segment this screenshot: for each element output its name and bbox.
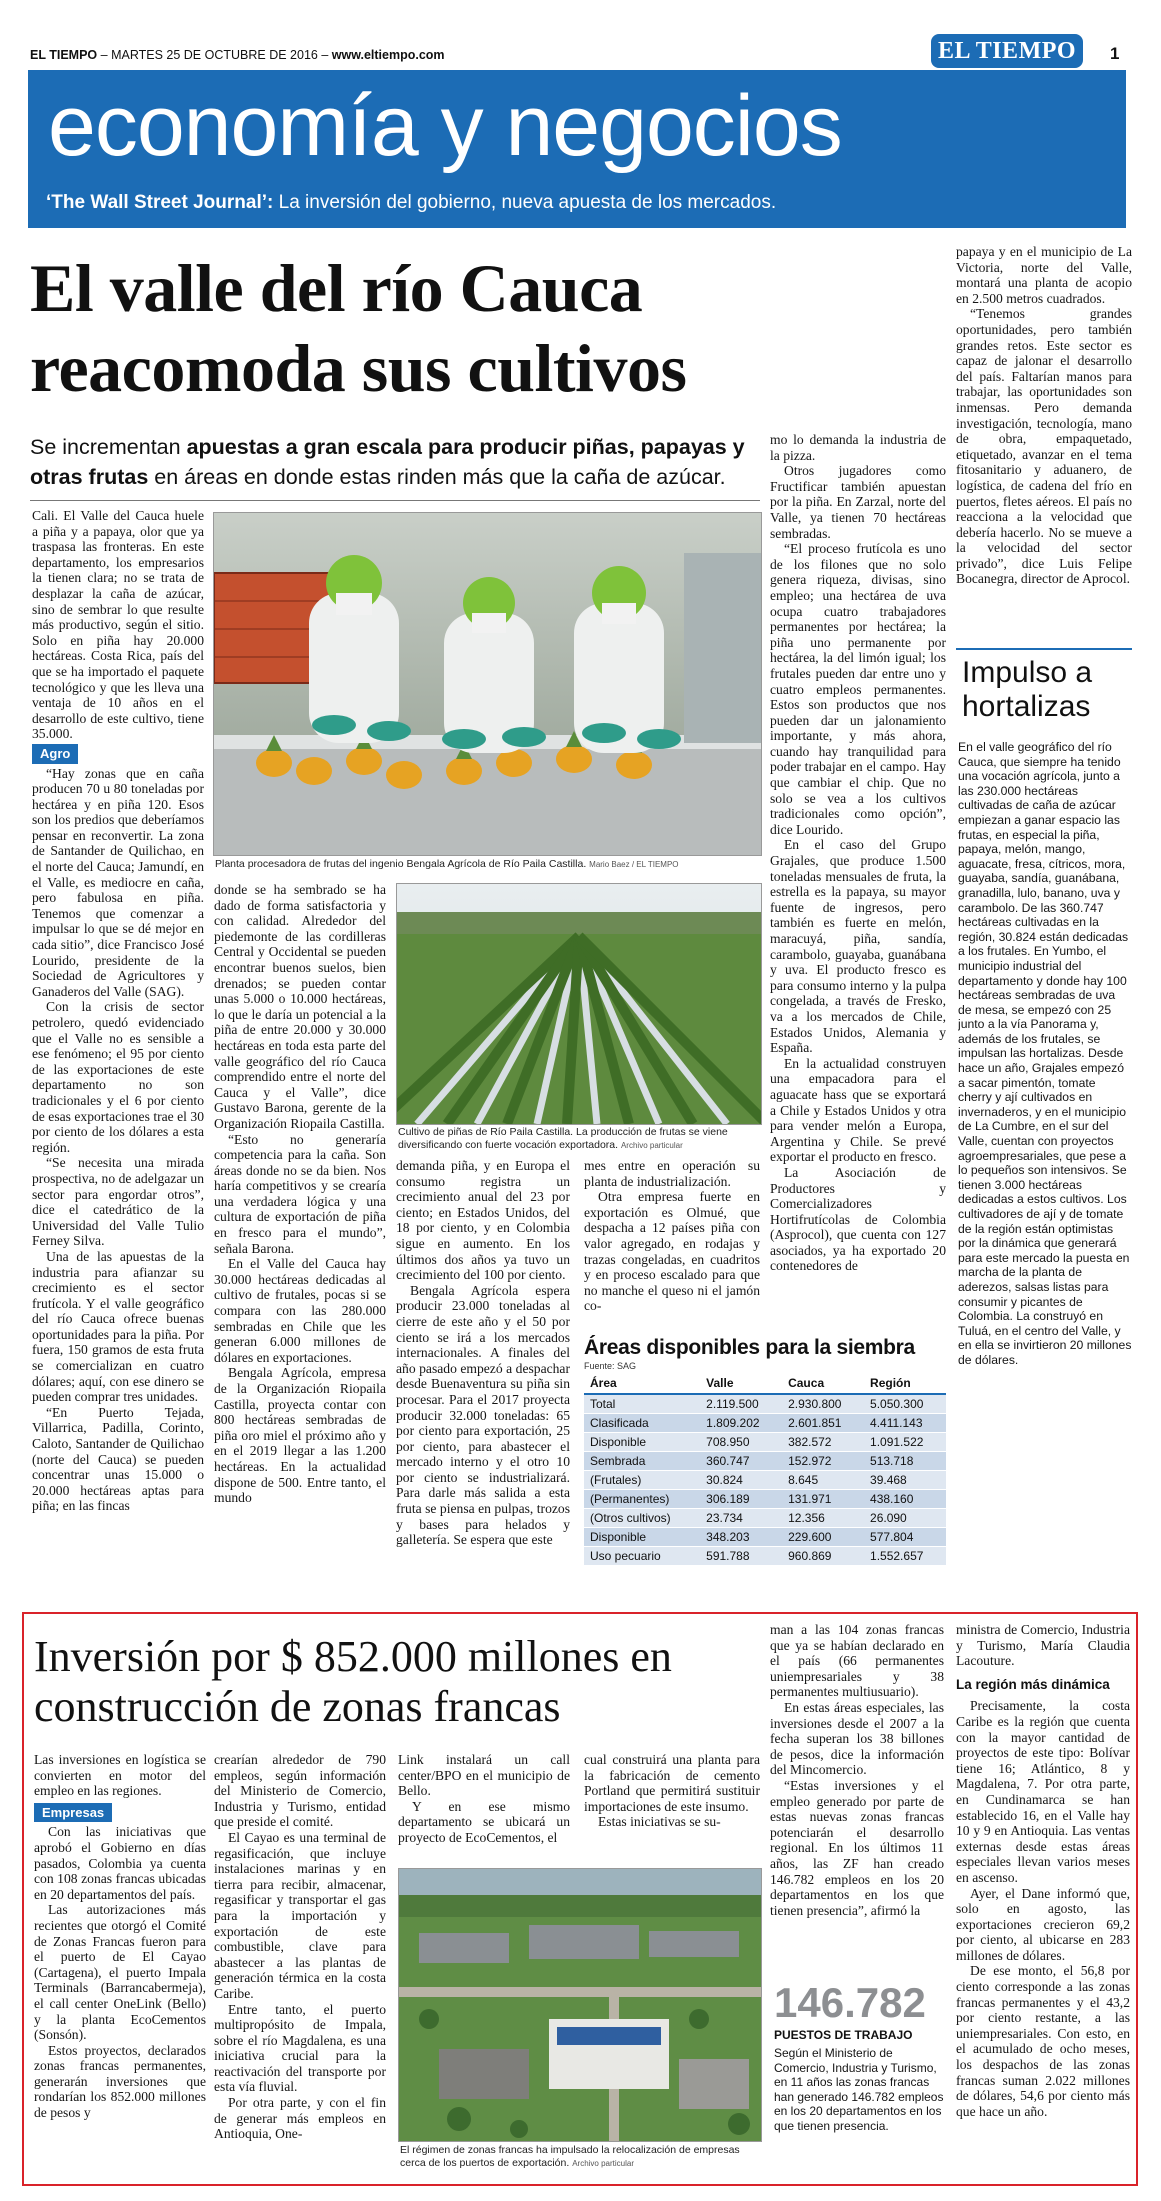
table-cell: 513.718	[864, 1452, 946, 1471]
table-cell: Sembrada	[584, 1452, 700, 1471]
table-cell: Uso pecuario	[584, 1547, 700, 1566]
bottom-photo-credit: Archivo particular	[572, 2159, 635, 2168]
lead-col4-p2: Otra empresa fuerte en exportación es Olmué, que despacha a 12 países piña con valor agregado, en rodajas y trazas congeladas, en cuadritos y en proceso escalado para que no manche el queso ni el jamón co-	[584, 1189, 760, 1314]
table-row	[584, 1452, 946, 1471]
bottom-photo-caption-line	[400, 2144, 760, 2170]
photo1-credit: Mario Baez / EL TIEMPO	[589, 860, 679, 869]
table-header: Región	[864, 1373, 946, 1394]
table-row	[584, 1528, 946, 1547]
masthead-date: MARTES 25 DE OCTUBRE DE 2016	[111, 48, 318, 62]
bottom-col6-p1: Precisamente, la costa Caribe es la región que cuenta con la mayor cantidad de proyectos de este tipo: Bolívar tiene 16; Atlántico, 8 y Magdalena, 7. Por otra parte, en Cundinamarca se han establecido 16, en el Valle hay 10 y 9 en Antioquia. Las ventas externas desde estas áreas especiales llevan varios meses en ascenso.	[956, 1698, 1130, 1885]
bottom-col1	[34, 1752, 206, 2172]
lead-col2	[214, 882, 386, 1558]
bottom-col1-p4: Estos proyectos, declarados zonas francas permanentes, generarán inversiones que rondarían los 852.000 millones de pesos y	[34, 2042, 206, 2121]
lead-col3	[396, 1158, 570, 1558]
bottom-col4-p2: Estas iniciativas se su-	[598, 1814, 721, 1830]
lead-deck-part2: en áreas en donde estas rinden más que la caña de azúcar.	[148, 465, 726, 489]
section-banner	[28, 70, 1126, 228]
bottom-col5-p3: “Estas inversiones y el empleo generado por parte de estas nuevas zonas francas potenciarán el desarrollo regional. En los últimos 11 años, las ZF han creado 146.782 empleos en los 20 departamentos en los que tienen presencia”, afirmó la	[770, 1777, 944, 1918]
bottom-col6-p3: De ese monto, el 56,8 por ciento corresponde a las zonas francas permanentes y el 43,2 por ciento restante, a las uniempresariales. Con esto, en el acumulado de ocho meses, los despachos de las zonas francas suman 2.022 millones de dólares, 54,6 por ciento más que hace un año.	[956, 1963, 1130, 2119]
table-header-row	[584, 1373, 946, 1394]
section-subtitle-bold: ‘The Wall Street Journal’:	[46, 192, 274, 213]
bottom-col3-p1: Link instalará un call center/BPO en el municipio de Bello.	[398, 1752, 570, 1799]
bottom-col2-p3: Entre tanto, el puerto multipropósito de Impala, sobre el río Magdalena, es una iniciativa crucial para la reactivación del transporte por esta vía fluvial.	[214, 2001, 386, 2095]
pineapple-field-illustration	[397, 884, 761, 1124]
lead-col1-p4: “Se necesita una mirada prospectiva, no de adelgazar un sector para engordar otros”, dice el catedrático de la Universidad del Valle Tulio Ferney Silva.	[32, 1155, 204, 1249]
lead-col1-p6: “En Puerto Tejada, Villarrica, Padilla, Corinto, Caloto, Santander de Quilichao (norte del Cauca) se pueden concentrar unas 15.000 o 20.000 hectáreas aptas para piña; en las fincas	[32, 1404, 204, 1514]
table-row	[584, 1394, 946, 1414]
bottom-col4	[584, 1752, 760, 1862]
table-cell: Disponible	[584, 1528, 700, 1547]
bottom-col2-p1: crearían alrededor de 790 empleos, según información del Ministerio de Comercio, Industria y Turismo, entidad que preside el comité.	[214, 1752, 386, 1830]
table-cell: 960.869	[782, 1547, 864, 1566]
lead-col6-p1: papaya y en el municipio de La Victoria, norte del Valle, montará una planta de acopio en 2.500 metros cuadrados.	[956, 244, 1132, 306]
deck-divider	[30, 500, 760, 501]
bottom-col1-p1: Las inversiones en logística se convierten en motor del empleo en las regiones.	[34, 1752, 206, 1799]
bottom-col5-p1: man a las 104 zonas francas que ya se habían declarado en el país (66 permanentes uniempresariales y 38 permanentes multiusuario).	[770, 1622, 944, 1700]
table-source: Fuente: SAG	[584, 1361, 637, 1371]
bottom-col3-p2: Y en ese mismo departamento se ubicará un proyecto de EcoCementos, el	[398, 1798, 570, 1845]
lead-deck-part1: Se incrementan	[30, 435, 187, 459]
bottom-col1-p3: Las autorizaciones más recientes que otorgó el Comité de Zonas Francas fueron para el puerto de El Cayao (Cartagena), el puerto Impala Terminals (Barrancabermeja), el call center OneLink (Bello) y la planta EcoCementos (Sonsón).	[34, 1902, 206, 2043]
table-cell: (Permanentes)	[584, 1490, 700, 1509]
bottom-col6	[956, 1622, 1130, 2174]
bottom-col5	[770, 1622, 944, 1978]
table-row	[584, 1509, 946, 1528]
kicker-empresas	[34, 1803, 206, 1823]
photo-processing-plant	[213, 512, 762, 856]
bottom-col3	[398, 1752, 570, 1862]
lead-col3-p2: Bengala Agrícola espera producir 23.000 toneladas al cierre de este año y el 50 por ciento se irá a los mercados internacionales. A finales del año pasado empezó a despachar desde Buenaventura su piña sin procesar. Para el 2017 proyecta producir 32.000 toneladas: 65 por ciento para exportación, 25 por ciento, para abastecer el mercado interno y el otro 10 por ciento se industrializará. Para darle más salida a esta fruta se piensa en pulpas, trozos y bases para helados y galletería. Se espera que este	[396, 1282, 570, 1548]
photo2-credit: Archivo particular	[620, 1141, 683, 1150]
lead-col1-p2: “Hay zonas que en caña producen 70 u 80 toneladas por hectárea y en piña 120. Esos son los predios que deberíamos pensar en reconvertir. La zona de Santander de Quilichao, en el norte del Cauca; Jamundí, en el Valle, es mediocre en caña, pero fabulosa en piña. Tenemos que comenzar a impulsar lo que se dé mejor en cada sitio”, dice Francisco José Lourido, presidente de la Sociedad de Agricultores y Ganaderos del Valle (SAG).	[32, 765, 204, 999]
table-cell: 23.734	[700, 1509, 782, 1528]
table-cell: 438.160	[864, 1490, 946, 1509]
bottom-col6-p2: Ayer, el Dane informó que, solo en agosto, las exportaciones crecieron 69,2 por ciento, al ubicarse en 283 millones de dólares.	[956, 1885, 1130, 1963]
kicker-empresas-label: Empresas	[34, 1803, 112, 1823]
table-cell: Disponible	[584, 1433, 700, 1452]
table-cell: 2.930.800	[782, 1394, 864, 1414]
bottom-col1-p2: Con las iniciativas que aprobó el Gobierno en días pasados, Colombia ya cuenta con 108 zonas francas ubicadas en 20 departamentos del país.	[34, 1824, 206, 1902]
sidebar-text: En el valle geográfico del río Cauca, que siempre ha tenido una vocación agrícola, junto a las 230.000 hectáreas cultivadas de caña de azúcar empiezan a ganar espacio las frutas, en especial la piña, papaya, melón, mango, aguacate, fresa, cítricos, mora, guayaba, sandía, guanábana, granadilla, lulo, banano, uva y carambolo. De las 360.747 hectáreas cultivadas en la región, 30.824 están dedicadas a los frutales. En Yumbo, el municipio industrial del departamento y donde hay 100 hectáreas sembradas de uva de mesa, se empezó con 25 junto a la vía Panorama y, además de los frutales, se impulsan las hortalizas. Desde hace un año, Grajales empezó a sacar pimentón, tomate cherry y ají cultivados en invernaderos, y en el municipio de La Cumbre, en el sur del Valle, cuentan con proyectos agroempresariales, que pese a lo pequeños son intensivos. Se tienen 3.000 hectáreas dedicadas a estos cultivos. Los cultivadores de ají y de tomate de la región están optimistas por la dinámica que generará para este mercado la puesta en marcha de la planta de aderezos, salsas listas para consumir y picantes de Colombia. La construyó en Tuluá, en el centro del Valle, y en ella se invirtieron 20 millones de dólares.	[958, 740, 1132, 1367]
lead-col5-p2: Otros jugadores como Fructificar también apuestan por la piña. En Zarzal, norte del Valle, ya tienen 70 hectáreas sembradas.	[770, 463, 946, 541]
stat-label: PUESTOS DE TRABAJO	[774, 2028, 913, 2042]
stat-text: Según el Ministerio de Comercio, Industria y Turismo, en 11 años las zonas francas han generado 146.782 empleos en los 20 departamentos en los que tienen presencia.	[774, 2046, 944, 2133]
table-cell: 8.645	[782, 1471, 864, 1490]
table-cell: 577.804	[864, 1528, 946, 1547]
lead-col2-p1: donde se ha sembrado se ha dado de forma satisfactoria y con calidad. Alrededor del piedemonte de las cordilleras Central y Occidental se pueden encontrar buenos suelos, bien drenados; se pueden contar unas 5.000 o 10.000 hectáreas, lo que le daría un potencial a la piña de entre 20.000 y 30.000 hectáreas en toda esta parte del valle geográfico del río Cauca comprendido entre el norte del Cauca y el Valle”, dice Gustavo Barona, gerente de la Organización Riopaila Castilla.	[214, 882, 386, 1131]
table-cell: Total	[584, 1394, 700, 1414]
bottom-col2-p4: Por otra parte, y con el fin de generar más empleos en Antioquia, One-	[214, 2095, 386, 2142]
masthead-url: www.eltiempo.com	[331, 48, 445, 62]
table-header: Valle	[700, 1373, 782, 1394]
free-zone-aerial-illustration	[399, 1869, 761, 2141]
bottom-col5-p2: En estas áreas especiales, las inversiones desde el 2007 a la fecha superan los 38 billones de pesos, dice la información del Mincomercio.	[770, 1699, 944, 1778]
photo2-caption-line	[398, 1126, 760, 1152]
table-title: Áreas disponibles para la siembra	[584, 1336, 915, 1359]
processing-plant-illustration	[214, 513, 761, 855]
table-body	[584, 1394, 946, 1566]
table-cell: 2.601.851	[782, 1414, 864, 1433]
areas-table-box	[584, 1336, 946, 1572]
table-cell: 229.600	[782, 1528, 864, 1547]
lead-col1-p1-text: Cali. El Valle del Cauca huele a piña y a papaya, olor que ya traspasa las fronteras. En este departamento, los empresarios la tienen clara; no se trata de desplazar la caña de azúcar, sino de sembrar lo que resulte más productivo, según el sitio. Solo en piña hay 20.000 hectáreas. Costa Rica, país del que se ha importado el paquete tecnológico y que les lleva una ventaja de 10 años en el desarrollo de este cultivo, tiene 35.000.	[32, 508, 204, 742]
table-row	[584, 1490, 946, 1509]
table-cell: (Otros cultivos)	[584, 1509, 700, 1528]
lead-col5-p3: “El proceso frutícola es uno de los filones que no solo genera riqueza, divisas, sino empleo; una hectárea de uva ocupa cuatro trabajadores permanentes por hectárea; la piña uno permanente por hectárea, la del limón igual; los frutales pueden dar entre uno y cuatro empleos permanentes. Estos son productos que nos pueden dar un jalonamiento importante, y más ahora, cuando hay tranquilidad para poder trabajar en el campo. Hay que cambiar el chip. Que no solo se vea a los cultivos tradicionales como opción”, dice Lourido.	[770, 541, 946, 837]
lead-col2-p4: Bengala Agrícola, empresa de la Organización Riopaila Castilla, proyecta contar con 800 hectáreas sembradas de piña oro miel el próximo año y en el 2019 llegar a las 1.200 hectáreas. En la actualidad dispone de 500. Entre tanto, el mundo	[214, 1365, 386, 1506]
logo-text: EL TIEMPO	[937, 38, 1077, 64]
bottom-photo-caption: El régimen de zonas francas ha impulsado la relocalización de empresas cerca de los puertos de exportación.	[400, 2144, 740, 2169]
bottom-col2-p2: El Cayao es una terminal de regasificación, que incluye instalaciones marinas y en tierra para recibir, almacenar, regasificar y transportar el gas para la importación y exportación de este combustible, clave para abastecer a las plantas de generación térmica en la costa Caribe.	[214, 1829, 386, 2001]
masthead-line: EL TIEMPO – MARTES 25 DE OCTUBRE DE 2016 – www.eltiempo.com	[30, 48, 445, 62]
table-cell: 1.552.657	[864, 1547, 946, 1566]
page-number: 1	[1110, 44, 1120, 63]
photo-free-zone-aerial	[398, 1868, 762, 2142]
sidebar-title: Impulso a hortalizas	[962, 656, 1093, 723]
section-title: economía y negocios	[48, 78, 842, 174]
bottom-col2	[214, 1752, 386, 2172]
table-row	[584, 1547, 946, 1566]
table-row	[584, 1471, 946, 1490]
table-cell: 5.050.300	[864, 1394, 946, 1414]
table-cell: 30.824	[700, 1471, 782, 1490]
bottom-headline: Inversión por $ 852.000 millones en construcción de zonas francas	[34, 1632, 672, 1731]
table-cell: 591.788	[700, 1547, 782, 1566]
table-cell: 39.468	[864, 1471, 946, 1490]
table-cell: 12.356	[782, 1509, 864, 1528]
lead-col4	[584, 1158, 760, 1328]
lead-headline: El valle del río Cauca reacomoda sus cultivos	[30, 250, 687, 406]
bottom-col4-p1: cual construirá una planta para la fabricación de cemento Portland que permitirá sustituir importaciones de este insumo.	[584, 1752, 760, 1814]
lead-col1-p1	[32, 508, 204, 742]
photo2-caption: Cultivo de piñas de Río Paila Castilla. La producción de frutas se viene diversificando con fuerte vocación exportadora.	[398, 1126, 728, 1151]
stat-box	[774, 1980, 944, 2170]
table-cell: 382.572	[782, 1433, 864, 1452]
bottom-col6-subhead: La región más dinámica	[956, 1676, 1110, 1692]
kicker-agro-label: Agro	[32, 744, 78, 764]
table-header: Área	[584, 1373, 700, 1394]
table-cell: 131.971	[782, 1490, 864, 1509]
lead-col1-p5: Una de las apuestas de la industria para afianzar su crecimiento es el sector frutícola. Y el valle geográfico del río Cauca ofrece buenas oportunidades para la piña. Por fuera, 150 gramos de esta fruta se comercializan en cuatro dólares; aquí, con ese dinero se pueden comprar tres unidades.	[32, 1248, 204, 1405]
table-cell: (Frutales)	[584, 1471, 700, 1490]
lead-col1-p3: Con la crisis de sector petrolero, quedó evidenciado que el Valle no es sensible a ese fenómeno; el 95 por ciento de las exportaciones de este departamento no son tradicionales y el 6 por ciento de esas exportaciones trae el 30 por ciento de los dólares a esta región.	[32, 999, 204, 1155]
lead-col6	[956, 244, 1132, 640]
lead-col2-p2: “Esto no generaría competencia para la caña. Son áreas donde no se da bien. Nos haría competitivos y se crearía una verdadera lógica y una cultura de exportación de piña en fresco para el mundo”, señala Barona.	[214, 1131, 386, 1256]
table-cell: 348.203	[700, 1528, 782, 1547]
table-cell: 360.747	[700, 1452, 782, 1471]
kicker-agro	[32, 744, 204, 764]
table-cell: 1.091.522	[864, 1433, 946, 1452]
lead-deck	[30, 432, 760, 492]
stat-number: 146.782	[774, 1979, 926, 2026]
lead-col5-p1: mo lo demanda la industria de la pizza.	[770, 432, 946, 463]
lead-deck-bold: apuestas a gran escala para producir piñas, papayas y otras frutas	[30, 435, 745, 489]
table-cell: 152.972	[782, 1452, 864, 1471]
logo	[931, 34, 1083, 68]
table-cell: 4.411.143	[864, 1414, 946, 1433]
photo1-caption-line	[215, 858, 760, 871]
table-cell: 708.950	[700, 1433, 782, 1452]
section-subtitle	[46, 192, 776, 214]
table-header: Cauca	[782, 1373, 864, 1394]
areas-table	[584, 1373, 946, 1566]
section-subtitle-rest: La inversión del gobierno, nueva apuesta de los mercados.	[273, 192, 777, 213]
lead-col4-p1: mes entre en operación su planta de industrialización.	[584, 1158, 760, 1189]
lead-col5-p5: En la actualidad construyen una empacadora para el aguacate hass que se exportará a Chile y Estados Unidos y otra para vender melón a Europa, Argentina y Chile. Se prevé exportar el producto en fresco.	[770, 1055, 946, 1165]
lead-col5-p6: La Asociación de Productores y Comercializadores Hortifrutícolas de Colombia (Asprocol), que cuenta con 127 asociados, ya ha exportado 20 contenedores de	[770, 1164, 946, 1274]
table-cell: 1.809.202	[700, 1414, 782, 1433]
bottom-col6-intro: ministra de Comercio, Industria y Turismo, María Claudia Lacouture.	[956, 1622, 1130, 1669]
table-cell: 26.090	[864, 1509, 946, 1528]
table-cell: 306.189	[700, 1490, 782, 1509]
sidebar-divider	[956, 648, 1132, 650]
lead-col1	[32, 508, 204, 1558]
lead-col2-p3: En el Valle del Cauca hay 30.000 hectáreas dedicadas al cultivo de frutales, pocas si se compara con las 280.000 sembradas en Chile que les generan 6.000 millones de dólares en exportaciones.	[214, 1256, 386, 1365]
photo1-caption: Planta procesadora de frutas del ingenio Bengala Agrícola de Río Paila Castilla.	[215, 858, 587, 870]
lead-col6-p2: “Tenemos grandes oportunidades, pero también grandes retos. Este sector es capaz de jalonar el desarrollo del país. Faltarían manos para trabajar, las oportunidades son inmensas. Pero demanda investigación, tecnología, mano de obra, empaquetado, etiquetado, avanzar en el tema fitosanitario y aduanero, de logística, de cadena del frío en puertos, fletes aéreos. El país no reacciona a la velocidad que debería hacerlo. No se mueve a la velocidad del sector privado”, dice Luis Felipe Bocanegra, director de Aprocol.	[956, 306, 1132, 587]
masthead-paper: EL TIEMPO	[30, 48, 98, 62]
table-row	[584, 1433, 946, 1452]
lead-col5-p4: En el caso del Grupo Grajales, que produce 1.500 toneladas mensuales de fruta, la estrella es la papaya, su mayor fuente de ingresos, pero también es fuerte en melón, maracuyá, piña, sandía, carambolo, guayaba, guanábana y uva. El producto fresco es para consumo interno y la pulpa congelada, a través de Fresko, va a los mercados de Chile, Estados Unidos, Alemania y España.	[770, 837, 946, 1056]
table-cell: 2.119.500	[700, 1394, 782, 1414]
lead-col5	[770, 432, 946, 1332]
photo-pineapple-field	[396, 883, 762, 1125]
table-cell: Clasificada	[584, 1414, 700, 1433]
lead-col3-p1: demanda piña, y en Europa el consumo registra un crecimiento anual del 23 por ciento; en Estados Unidos, del 18 por ciento, y en Colombia sigue en aumento. En los últimos dos años ya tuvo un crecimiento del 100 por ciento.	[396, 1158, 570, 1283]
table-row	[584, 1414, 946, 1433]
